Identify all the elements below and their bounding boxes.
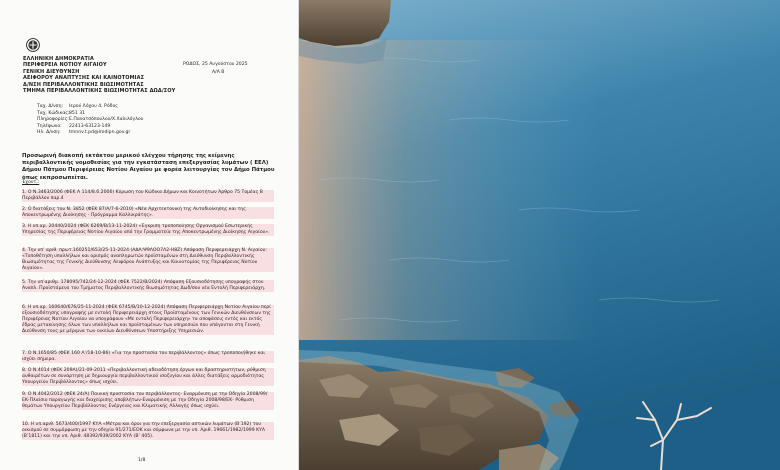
document-page xyxy=(0,0,299,470)
header-line: ΠΕΡΙΦΕΡΕΙΑ ΝΟΤΙΟΥ ΑΙΓΑΙΟΥ xyxy=(23,62,107,69)
contact-label: Ταχ. Δ/νση: xyxy=(37,104,64,109)
legal-reference-item: 6. Η υπ.αρ. 160640/676/25-11-2024 (ΦΕΚ 6745/Β/10-12-2024) Απόφαση Περιφερειάρχη Νοτίου Αιγαίου περί εξουσιοδότησης υπογραφής με εντολή Περιφερειάρχη στους Προϊσταμένους των Γενικών Διευθύνσεων της Περιφέρειας Νοτίου Αιγαίου να υπογράφουν «Με εντολή Περιφερειάρχη» τα αποφάσεις εντός και εκτός έδρας μετακίνησης όλων των υπαλλήλων και προϊσταμένων των υπηρεσιών που υπάγονται στη Γενική Διεύθυνση τους με μέριμνα των οικείων Διευθύνσεων Υποστήριξης Υπηρεσιών. xyxy=(22,305,274,335)
contact-value: 851 31 xyxy=(69,110,86,116)
issuer-header xyxy=(23,56,175,94)
legal-reference-item: 3. Η υπ.αρ. 20440/2024 (ΦΕΚ 6269/Β/13-11-2024) «Έγκριση τροποποίησης Οργανισμού Εσωτερικής Υπηρεσίας της Περιφέρειας Νοτίου Αιγαίου από την Γραμματεία της Αποκεντρωμένης Διοίκησης Αιγαίου». xyxy=(22,224,274,236)
page-number: 1/8 xyxy=(138,458,146,463)
contact-label: Ηλ. Δ/νση: xyxy=(37,130,61,136)
contact-label: Πληροφορίες: xyxy=(37,117,69,123)
legal-reference-item: 5. Την υπ’αριθμ. 178095/742/24-12-2024 (ΦΕΚ 7522/Β/2024) Απόφαση Εξουσιοδότησης υπογραφής στον Αναπλ. Προϊστάμενο του Τμήματος Περιβαλλοντικής Βιωσιμότητας Δωδ/σου νέα Εντολή Περιφερειάρχη. xyxy=(22,280,274,292)
contact-label: Τηλέφωνο: xyxy=(37,123,62,129)
legal-reference-item: 4. Την υπ’ αριθ. πρωτ.160251/653/25-11-2024 (ΑΔΑ:Ψ9ΛΟΟ7Λ2-Η8Ζ) Απόφαση Περιφερειάρχη Ν. Αιγαίου: «Τοποθέτηση υπαλλήλων και ορισμός αναπληρωτών προϊσταμένων στη Διεύθυνση Περιβαλλοντικής Βιωσιμότητας της Γενικής Διεύθυνσης Αειφόρου Ανάπτυξης και Καινοτομίας της Περιφέρειας Νοτίου Αιγαίου». xyxy=(22,248,274,272)
document-date: ΡΟΔΟΣ, 25 Αυγούστου 2025 xyxy=(183,62,248,67)
section-label: Έχοντ.: xyxy=(22,180,40,185)
contact-value: 22413-63123-149 xyxy=(69,123,111,129)
header-line: ΤΜΗΜΑ ΠΕΡΙΒΑΛΛΟΝΤΙΚΗΣ ΒΙΩΣΙΜΟΤΗΤΑΣ ΔΩΔ/ΣΟΥ xyxy=(23,88,176,95)
sunlight-glow xyxy=(299,40,599,340)
document-subject: Προσωρινή διακοπή εκτάκτου μερικού ελέγχου τήρησης της κείμενης περιβαλλοντικής νομοθεσίας για την εγκατάσταση επεξεργασίας λυμάτων ( ΕΕΛ) Δήμου Πάτμου Περιφέρειας Νοτίου Αιγαίου με φορέα λειτουργίας τον Δήμο Πάτμου όπως εκπροσωπείται. xyxy=(22,153,275,181)
sea-photo xyxy=(299,0,780,470)
legal-reference-item: 7. Ο Ν.1650/85 (ΦΕΚ 160 Α’/18-10-86) «Για την προστασία του περιβάλλοντος» όπως τροποποιήθηκε και ισχύει σήμερα. xyxy=(22,351,274,363)
legal-reference-item: 8. Ο Ν.4014 (ΦΕΚ 209Α)/21-09-2011 «Περιβαλλοντική αδειοδότηση έργων και δραστηριοτήτων, ρύθμιση αυθαιρέτων σε συνάρτηση με δημιουργία περιβαλλοντικού ισοζυγίου και άλλες διατάξεις αρμοδιότητας Υπουργείου Περιβάλλοντος» όπως ισχύει. xyxy=(22,368,274,386)
legal-reference-item: 10. Η υπ.αριθ. 5673/400/1997 ΚΥΑ «Μέτρα και όροι για την επεξεργασία αστικών λυμάτων (Β’192) του οικισμού σε συμμόρφωση με την οδηγία 91/271/ΕΟΚ και σύμφωνα με την υπ. Αριθ. 19661/1982/1999 ΚΥΑ (Β’1811) και την υπ. Αριθ. 48392/939/2002 ΚΥΑ (Β’ 405). xyxy=(22,422,274,440)
contact-block xyxy=(37,104,187,137)
header-line: ΕΛΛΗΝΙΚΗ ΔΗΜΟΚΡΑΤΙΑ xyxy=(23,56,94,62)
contact-value: Ιερού Λόχου 4, Ρόδος xyxy=(69,104,118,109)
header-line: ΓΕΝΙΚΗ ΔΙΕΥΘΥΝΣΗ xyxy=(23,68,80,75)
contact-value: tmnnv.t.pd@lrodipn.gov.gr xyxy=(69,130,131,136)
contact-value: Ε.Πανατσόπουλου/Χ.Χαλιλόγλου xyxy=(69,117,144,123)
contact-label: Ταχ. Κώδικας: xyxy=(37,110,70,116)
header-line: ΑΕΙΦΟΡΟΥ ΑΝΑΠΤΥΞΗΣ ΚΑΙ ΚΑΙΝΟΤΟΜΙΑΣ xyxy=(23,75,145,82)
legal-reference-item: 1. Ο Ν.3463/2006 (ΦΕΚ Α 114/8.6.2006) Κύρωση του Κώδικα Δήμων και Κοινοτήτων Άρθρο 75 Τομέας Β Περιβάλλον παρ.4 xyxy=(22,190,274,202)
legal-reference-item: 2. Ο διατάξεις του Ν. 3852 (ΦΕΚ 87/Α/7-6-2010) «Νέα Αρχιτεκτονική της Αυτοδιοίκησης και της Αποκεντρωμένης Διοίκησης - Πρόγραμμα Καλλικράτης». xyxy=(22,207,274,219)
header-line: Δ/ΝΣΗ ΠΕΡΙΒΑΛΛΟΝΤΙΚΗΣ ΒΙΩΣΙΜΟΤΗΤΑΣ xyxy=(23,81,144,88)
coat-of-arms-emblem xyxy=(26,38,40,52)
legal-reference-item: 9. Ο Ν.4042/2012 (ΦΕΚ 24/Α) Ποινική προστασία του περιβάλλοντος- Εναρμόνιση με την Οδηγία 2008/99/ΕΚ-Πλαίσιο παραγωγής και διαχείρισης αποβλήτων-Εναρμόνιση με την Οδηγία 2008/98/ΕΚ- Ρύθμιση θεμάτων Υπουργείου Περιβάλλοντος Ενέργειας και Κλιματικής Αλλαγής όπως ισχύει. xyxy=(22,392,274,410)
document-reference: Α/Α Β xyxy=(212,70,225,75)
